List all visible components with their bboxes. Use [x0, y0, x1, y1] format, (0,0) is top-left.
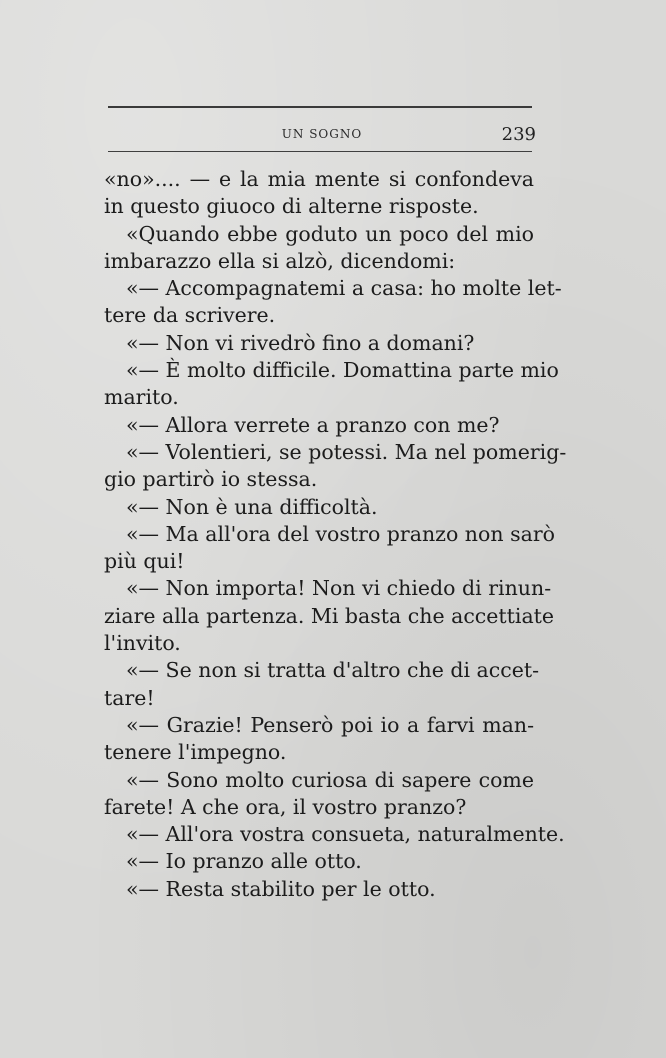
header-rule [108, 151, 532, 152]
text-line: «no».... — e la mia mente si confondeva [104, 167, 534, 191]
text-line: marito. [104, 385, 179, 410]
text-line: in questo giuoco di alterne risposte. [104, 194, 479, 219]
text-line: «— Allora verrete a pranzo con me? [126, 412, 500, 437]
text-line: farete! A che ora, il vostro pranzo? [104, 794, 467, 819]
text-line: «— Non è una difficoltà. [126, 494, 378, 519]
text-line: «— Se non si tratta d'altro che di accet- [126, 658, 540, 683]
text-line: «— Sono molto curiosa di sapere come [126, 767, 534, 792]
page-header [108, 124, 536, 148]
text-line: «Quando ebbe goduto un poco del mio [126, 221, 534, 246]
text-line: «— Grazie! Penserò poi io a farvi man- [126, 712, 534, 737]
text-line: «— Non importa! Non vi chiedo di rinun- [126, 576, 552, 601]
body-text [104, 166, 567, 903]
text-line: «— Ma all'ora del vostro pranzo non sarò [126, 521, 555, 546]
text-line: tere da scrivere. [104, 303, 276, 328]
text-line: «— All'ora vostra consueta, naturalmente. [126, 822, 565, 847]
text-line: «— Accompagnatemi a casa: ho molte let- [126, 276, 562, 301]
page-number: 239 [501, 124, 536, 145]
text-line: «— Io pranzo alle otto. [126, 849, 362, 874]
text-line: gio partirò io stessa. [104, 467, 318, 492]
top-rule [108, 106, 532, 108]
text-line: «— Non vi rivedrò fino a domani? [126, 330, 475, 355]
text-line: imbarazzo ella si alzò, dicendomi: [104, 248, 456, 273]
text-line: tenere l'impegno. [104, 740, 287, 765]
text-line: l'invito. [104, 631, 181, 656]
text-line: più qui! [104, 549, 185, 574]
text-line: «— Volentieri, se potessi. Ma nel pomerig- [126, 439, 567, 464]
running-title: UN SOGNO [281, 127, 363, 141]
text-line: ziare alla partenza. Mi basta che accettiate [104, 603, 555, 628]
text-line: «— È molto difficile. Domattina parte mio [126, 358, 559, 383]
text-line: tare! [104, 685, 155, 710]
text-line: «— Resta stabilito per le otto. [126, 876, 436, 901]
